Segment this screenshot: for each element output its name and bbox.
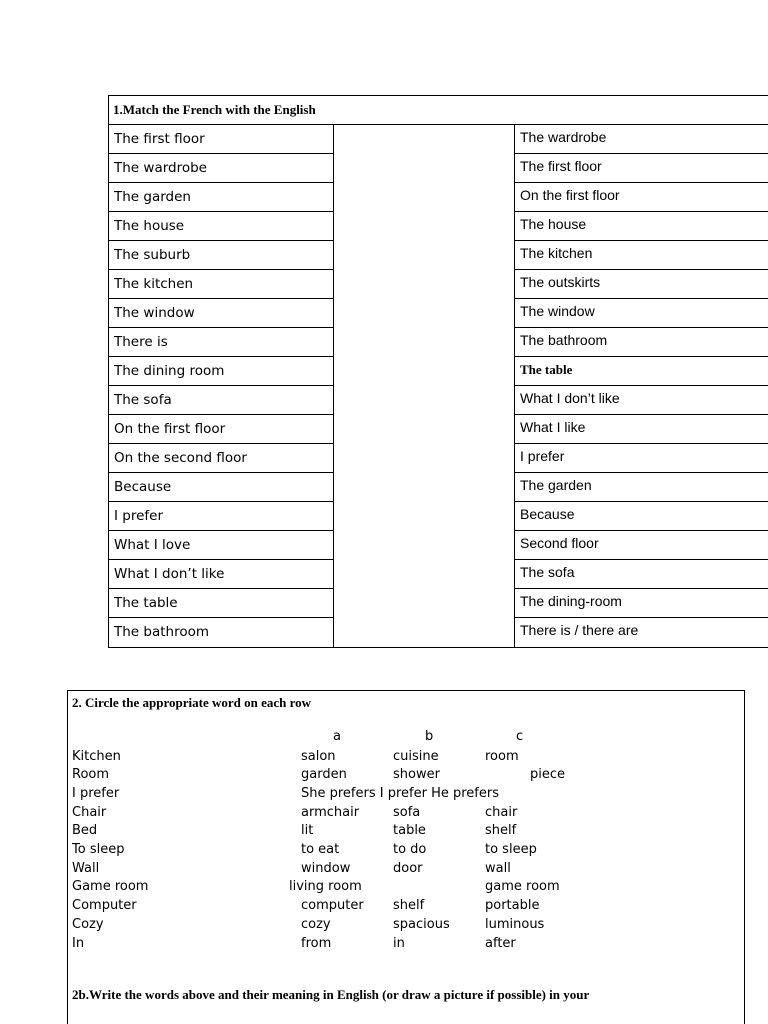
- option-column-header-c: c: [516, 729, 524, 744]
- match-right-item: The dining-room: [515, 589, 768, 618]
- option-a: lit: [301, 823, 314, 839]
- row-word: Chair: [72, 804, 107, 820]
- match-left-item: What I love: [109, 531, 333, 560]
- match-right-item: The sofa: [515, 560, 768, 589]
- row-word: To sleep: [72, 842, 125, 857]
- option-a: living room: [289, 879, 362, 895]
- match-left-item: I prefer: [109, 502, 333, 531]
- option-a: salon: [301, 748, 336, 764]
- option-b: spacious: [393, 916, 450, 932]
- option-a: armchair: [301, 804, 360, 820]
- option-b: to do: [393, 842, 427, 857]
- circle-exercise-box: [67, 690, 745, 1024]
- row-word: Cozy: [72, 916, 104, 932]
- row-word: I prefer: [72, 785, 120, 801]
- match-left-item: On the second floor: [109, 444, 333, 473]
- match-right-item: I prefer: [515, 444, 768, 473]
- match-left-item: The sofa: [109, 386, 333, 415]
- option-a: to eat: [301, 842, 340, 857]
- option-a: from: [301, 935, 332, 951]
- match-right-item: The first floor: [515, 154, 768, 183]
- match-right-item: The kitchen: [515, 241, 768, 270]
- match-right-item: The house: [515, 212, 768, 241]
- option-a: cozy: [301, 916, 331, 932]
- match-right-item: The bathroom: [515, 328, 768, 357]
- option-a: She prefers I prefer He prefers: [301, 785, 499, 801]
- match-left-item: The first floor: [109, 125, 333, 154]
- match-left-item: The house: [109, 212, 333, 241]
- match-right-item: The table: [515, 357, 768, 386]
- option-a: garden: [301, 767, 347, 783]
- match-right-item: Because: [515, 502, 768, 531]
- option-c: chair: [485, 804, 518, 820]
- match-left-item: What I don’t like: [109, 560, 333, 589]
- option-c: wall: [485, 860, 511, 876]
- match-left-item: There is: [109, 328, 333, 357]
- answer-column: [334, 125, 515, 647]
- match-right-item: What I like: [515, 415, 768, 444]
- row-word: Wall: [72, 860, 100, 876]
- row-word: Room: [72, 767, 110, 783]
- option-c: shelf: [485, 823, 517, 839]
- match-left-item: The bathroom: [114, 624, 210, 640]
- option-b: table: [393, 823, 426, 839]
- match-right-item: The outskirts: [515, 270, 768, 299]
- match-exercise-body: [109, 125, 768, 647]
- match-left-item: The wardrobe: [109, 154, 333, 183]
- match-exercise-table: [108, 95, 768, 648]
- option-c: game room: [485, 879, 560, 895]
- match-right-item: What I don’t like: [515, 386, 768, 415]
- match-left-item: The window: [109, 299, 333, 328]
- match-left-item: The suburb: [109, 241, 333, 270]
- match-right-item: The window: [515, 299, 768, 328]
- option-b: shower: [393, 767, 440, 783]
- option-b: cuisine: [393, 748, 439, 764]
- right-column: [515, 125, 768, 647]
- option-a: computer: [301, 898, 364, 914]
- option-c: after: [485, 935, 516, 951]
- match-right-item: The wardrobe: [515, 125, 768, 154]
- row-word: Bed: [72, 823, 98, 839]
- left-column: [109, 125, 334, 647]
- option-c: room: [485, 748, 519, 764]
- match-left-item: The kitchen: [109, 270, 333, 299]
- option-b: sofa: [393, 804, 421, 820]
- instruction-2b: 2b.Write the words above and their meaning in English (or draw a picture if possible) in your: [72, 987, 590, 1002]
- match-left-item: The table: [109, 589, 333, 618]
- match-right-item: Second floor: [515, 531, 768, 560]
- match-right-item: There is / there are: [520, 622, 639, 638]
- match-left-item: Because: [109, 473, 333, 502]
- option-b: shelf: [393, 898, 425, 914]
- row-word: In: [72, 935, 85, 951]
- match-exercise-title: 1.Match the French with the English: [109, 96, 768, 125]
- match-left-item: The garden: [109, 183, 333, 212]
- match-right-item: On the first floor: [515, 183, 768, 212]
- option-b: in: [393, 935, 405, 951]
- row-word: Game room: [72, 879, 149, 895]
- match-left-item: The dining room: [109, 357, 333, 386]
- option-column-header-b: b: [425, 729, 434, 744]
- match-left-item: On the first floor: [109, 415, 333, 444]
- option-a: window: [301, 860, 351, 876]
- row-word: Computer: [72, 898, 137, 914]
- row-word: Kitchen: [72, 748, 121, 764]
- option-column-header-a: a: [333, 729, 341, 744]
- option-c: portable: [485, 898, 540, 914]
- match-right-item: The garden: [515, 473, 768, 502]
- circle-exercise-title: 2. Circle the appropriate word on each row: [72, 695, 312, 710]
- option-b: door: [393, 860, 423, 876]
- option-c: to sleep: [485, 842, 537, 857]
- option-c: piece: [530, 767, 566, 783]
- option-c: luminous: [485, 916, 545, 932]
